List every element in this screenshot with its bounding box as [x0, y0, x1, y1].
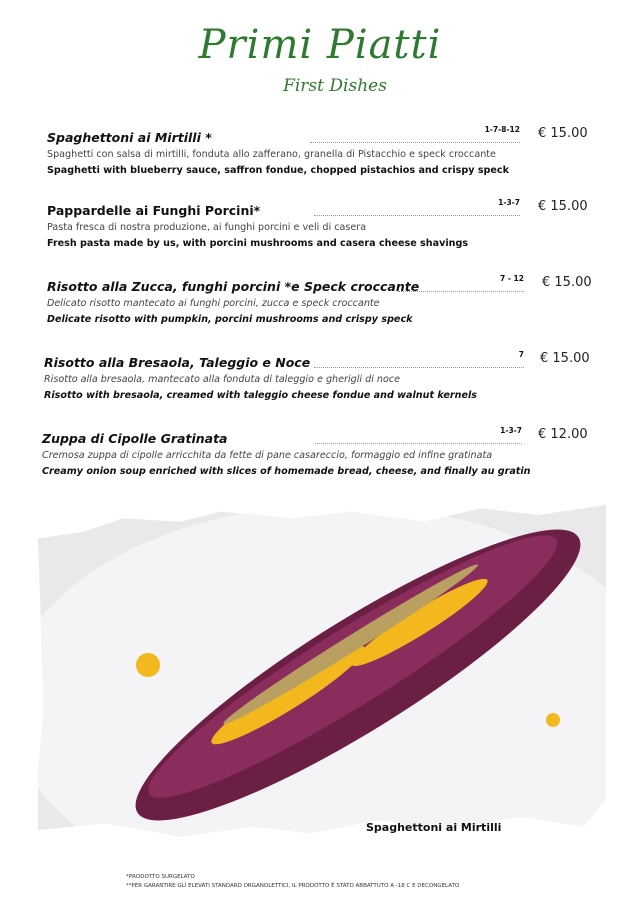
description-en: Creamy onion soup enriched with slices of homemade bread, cheese, and finally au gratin — [42, 466, 531, 477]
menu-item — [0, 198, 640, 263]
description-it: Spaghetti con salsa di mirtilli, fonduta allo zafferano, granella di Pistacchio e speck croccante — [47, 149, 496, 160]
footnote-blast-chilled: **PER GARANTIRE GLI ELEVATI STANDARD ORGANOLETTICI, IL PRODOTTO È STATO ABBATTUTO A -18 C E DECONGELATO — [126, 883, 460, 889]
dish-photo — [38, 505, 606, 840]
price: € 15.00 — [538, 199, 588, 214]
description-it: Delicato risotto mantecato ai funghi porcini, zucca e speck croccante — [47, 298, 380, 309]
dish-name: Risotto alla Bresaola, Taleggio e Noce — [44, 355, 311, 370]
photo-caption: Spaghettoni ai Mirtilli — [366, 821, 502, 834]
menu-item — [0, 125, 640, 190]
price: € 15.00 — [538, 126, 588, 141]
dotted-leader — [315, 443, 522, 444]
description-en: Spaghetti with blueberry sauce, saffron fondue, chopped pistachios and crispy speck — [47, 165, 509, 176]
menu-item — [0, 426, 640, 491]
description-it: Pasta fresca di nostra produzione, ai funghi porcini e veli di casera — [47, 222, 367, 233]
description-it: Risotto alla bresaola, mantecato alla fonduta di taleggio e gherigli di noce — [44, 374, 401, 385]
description-en: Risotto with bresaola, creamed with taleggio cheese fondue and walnut kernels — [44, 390, 478, 401]
allergens: 1-3-7 — [498, 198, 520, 207]
description-en: Fresh pasta made by us, with porcini mushrooms and casera cheese shavings — [47, 238, 469, 249]
allergens: 7 — [518, 350, 524, 359]
allergens: 7 - 12 — [500, 274, 524, 283]
footnote-frozen: *PRODOTTO SURGELATO — [126, 874, 195, 880]
menu-item — [0, 274, 640, 339]
price: € 12.00 — [538, 427, 588, 442]
dotted-leader — [314, 367, 524, 368]
price: € 15.00 — [540, 351, 590, 366]
menu-title: Primi Piatti — [198, 22, 442, 68]
dish-name: Zuppa di Cipolle Gratinata — [42, 431, 228, 446]
dotted-leader — [310, 142, 520, 143]
allergens: 1-7-8-12 — [484, 125, 520, 134]
price: € 15.00 — [542, 275, 592, 290]
description-en: Delicate risotto with pumpkin, porcini mushrooms and crispy speck — [47, 314, 413, 325]
dish-name: Pappardelle ai Funghi Porcini* — [47, 203, 261, 218]
menu-item — [0, 350, 640, 415]
dish-name: Risotto alla Zucca, funghi porcini *e Speck croccante — [47, 279, 420, 294]
dotted-leader — [398, 291, 524, 292]
allergens: 1-3-7 — [500, 426, 522, 435]
dotted-leader — [314, 215, 520, 216]
menu-subtitle: First Dishes — [283, 76, 387, 96]
description-it: Cremosa zuppa di cipolle arricchita da fette di pane casareccio, formaggio ed infine gratinata — [42, 450, 493, 461]
pasta-illustration — [38, 505, 606, 840]
dish-name: Spaghettoni ai Mirtilli * — [47, 130, 212, 145]
